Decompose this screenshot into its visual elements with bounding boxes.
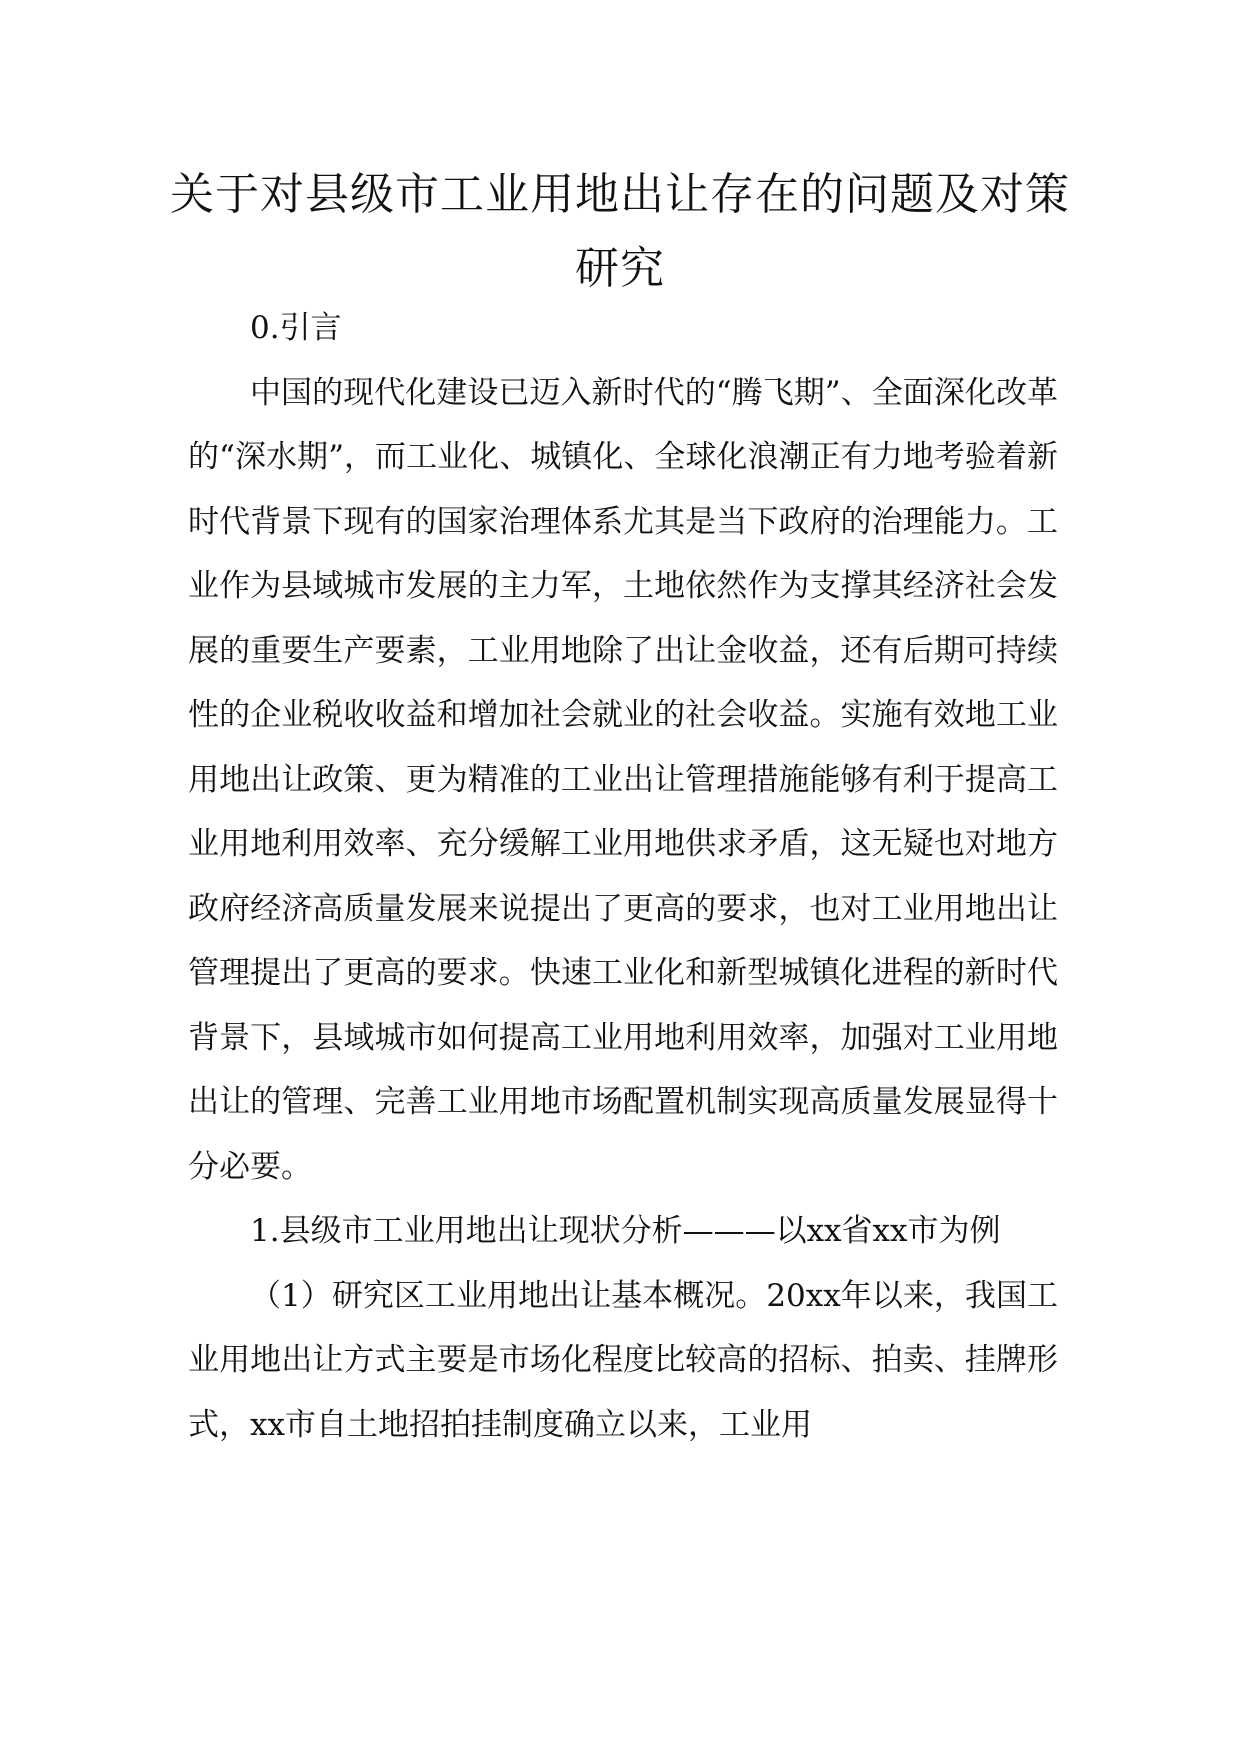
section-heading-analysis: 1.县级市工业用地出让现状分析———以xx省xx市为例 [250, 1213, 1001, 1249]
paragraph-introduction: 中国的现代化建设已迈入新时代的“腾飞期”、全面深化改革的“深水期”，而工业化、城镇化、全球化浪潮正有力地考验着新时代背景下现有的国家治理体系尤其是当下政府的治理能力。工业作为县域城市发展的主力军，土地依然作为支撑其经济社会发展的重要生产要素，工业用地除了出让金收益，还有后期可持续性的企业税收收益和增加社会就业的社会收益。实施有效地工业用地出让政策、更为精准的工业出让管理措施能够有利于提高工业用地利用效率、充分缓解工业用地供求矛盾，这无疑也对地方政府经济高质量发展来说提出了更高的要求，也对工业用地出让管理提出了更高的要求。快速工业化和新型城镇化进程的新时代背景下，县域城市如何提高工业用地利用效率，加强对工业用地出让的管理、完善工业用地市场配置机制实现高质量发展显得十分必要。 [188, 374, 1058, 1185]
paragraph-overview: （1）研究区工业用地出让基本概况。20xx年以来，我国工业用地出让方式主要是市场化程度比较高的招标、拍卖、挂牌形式，xx市自土地招拍挂制度确立以来，工业用 [188, 1277, 1058, 1443]
document-body [188, 296, 1058, 1457]
document-title: 关于对县级市工业用地出让存在的问题及对策研究 [170, 169, 1070, 294]
section-heading-introduction: 0.引言 [250, 310, 342, 346]
